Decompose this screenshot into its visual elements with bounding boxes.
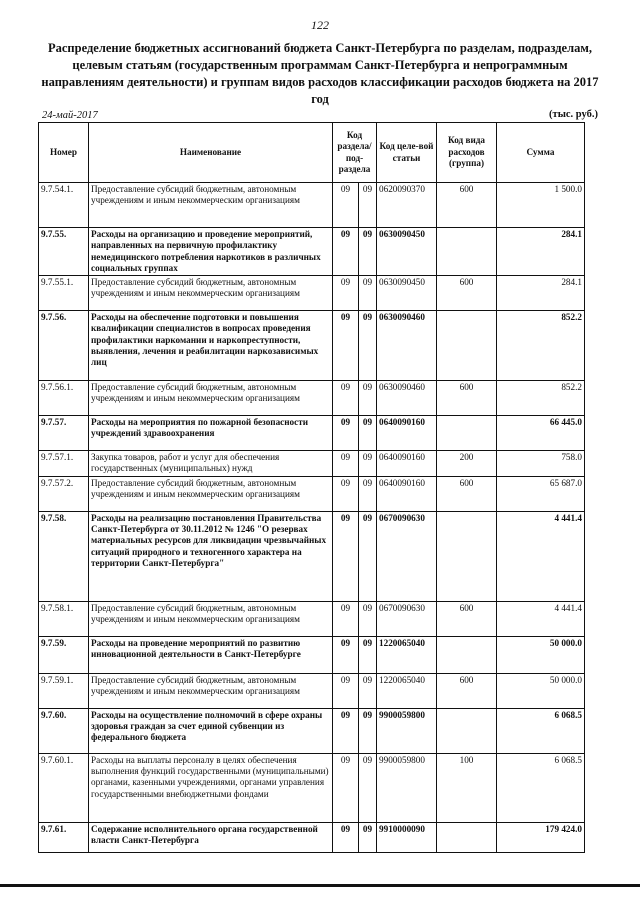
row-number: 9.7.59.1. <box>39 673 89 708</box>
row-chapter-code: 09 <box>333 753 359 822</box>
row-number: 9.7.57.2. <box>39 476 89 511</box>
row-section-code: 09 <box>359 601 377 636</box>
row-article-code: 1220065040 <box>377 673 437 708</box>
row-name: Предоставление субсидий бюджетным, автономным учреждениям и иным некоммерческим организациям <box>89 601 333 636</box>
row-name: Расходы на реализацию постановления Правительства Санкт-Петербурга от 30.11.2012 № 1246 "О резервах материальных ресурсов для ликвидации чрезвычайных ситуаций природного и техногенного характера на территории Санкт-Петербурга" <box>89 511 333 601</box>
row-sum: 50 000.0 <box>497 673 585 708</box>
row-expense-type: 600 <box>437 476 497 511</box>
row-expense-type: 600 <box>437 183 497 228</box>
table-row <box>39 753 585 822</box>
row-article-code: 0620090370 <box>377 183 437 228</box>
table-header-row <box>39 123 585 183</box>
row-article-code: 0640090160 <box>377 416 437 451</box>
row-expense-type <box>437 311 497 381</box>
row-section-code: 09 <box>359 416 377 451</box>
row-sum: 284.1 <box>497 276 585 311</box>
row-expense-type: 200 <box>437 451 497 477</box>
row-section-code: 09 <box>359 708 377 753</box>
row-expense-type <box>437 822 497 852</box>
row-number: 9.7.59. <box>39 636 89 673</box>
header-num: Номер <box>39 123 89 183</box>
row-name: Расходы на выплаты персоналу в целях обеспечения выполнения функций государственными (муниципальными) органами, казенными учреждениями, органами управления государственными внебюджетными фондами <box>89 753 333 822</box>
row-expense-type: 100 <box>437 753 497 822</box>
row-number: 9.7.56. <box>39 311 89 381</box>
row-name: Предоставление субсидий бюджетным, автономным учреждениям и иным некоммерческим организациям <box>89 673 333 708</box>
row-chapter-code: 09 <box>333 276 359 311</box>
table-row <box>39 451 585 477</box>
row-sum: 50 000.0 <box>497 636 585 673</box>
row-section-code: 09 <box>359 753 377 822</box>
page-number: 122 <box>311 18 329 32</box>
row-chapter-code: 09 <box>333 822 359 852</box>
header-sum: Сумма <box>497 123 585 183</box>
table-row <box>39 601 585 636</box>
row-chapter-code: 09 <box>333 511 359 601</box>
row-expense-type: 600 <box>437 601 497 636</box>
row-chapter-code: 09 <box>333 476 359 511</box>
row-article-code: 0630090460 <box>377 381 437 416</box>
header-chapter: Код раздела/ под-раздела <box>333 123 377 183</box>
table-row <box>39 416 585 451</box>
row-expense-type <box>437 511 497 601</box>
header-name: Наименование <box>89 123 333 183</box>
row-expense-type: 600 <box>437 276 497 311</box>
row-name: Расходы на мероприятия по пожарной безопасности учреждений здравоохранения <box>89 416 333 451</box>
row-expense-type: 600 <box>437 381 497 416</box>
row-section-code: 09 <box>359 228 377 276</box>
table-row <box>39 183 585 228</box>
table-row <box>39 511 585 601</box>
row-sum: 6 068.5 <box>497 708 585 753</box>
row-name: Расходы на обеспечение подготовки и повышения квалификации специалистов в вопросах проведения профилактики наркомании и наркопреступности, выявления, лечения и реабилитации наркозависимых лиц <box>89 311 333 381</box>
row-number: 9.7.58.1. <box>39 601 89 636</box>
row-number: 9.7.57.1. <box>39 451 89 477</box>
row-section-code: 09 <box>359 673 377 708</box>
row-section-code: 09 <box>359 276 377 311</box>
row-name: Содержание исполнительного органа государственной власти Санкт-Петербурга <box>89 822 333 852</box>
row-expense-type <box>437 708 497 753</box>
row-sum: 1 500.0 <box>497 183 585 228</box>
table-row <box>39 673 585 708</box>
row-name: Расходы на организацию и проведение мероприятий, направленных на первичную профилактику немедицинского потребления наркотиков в различных социальных группах <box>89 228 333 276</box>
row-chapter-code: 09 <box>333 451 359 477</box>
row-article-code: 9900059800 <box>377 753 437 822</box>
budget-table <box>38 122 585 853</box>
table-row <box>39 822 585 852</box>
row-chapter-code: 09 <box>333 673 359 708</box>
row-chapter-code: 09 <box>333 183 359 228</box>
row-section-code: 09 <box>359 822 377 852</box>
table-row <box>39 276 585 311</box>
row-name: Расходы на осуществление полномочий в сфере охраны здоровья граждан за счет единой субвенции из федерального бюджета <box>89 708 333 753</box>
row-chapter-code: 09 <box>333 636 359 673</box>
row-number: 9.7.60.1. <box>39 753 89 822</box>
document-title: Распределение бюджетных ассигнований бюджета Санкт-Петербурга по разделам, подразделам, целевым статьям (государственным программам Санкт-Петербурга и непрограммным направлениям деятельности) и группам видов расходов классификации расходов бюджета на 2017 год <box>41 41 599 106</box>
row-section-code: 09 <box>359 381 377 416</box>
row-article-code: 0630090450 <box>377 276 437 311</box>
row-sum: 758.0 <box>497 451 585 477</box>
row-article-code: 0670090630 <box>377 511 437 601</box>
table-row <box>39 708 585 753</box>
table-row <box>39 311 585 381</box>
row-section-code: 09 <box>359 311 377 381</box>
row-name: Расходы на проведение мероприятий по развитию инновационной деятельности в Санкт-Петербурге <box>89 636 333 673</box>
row-sum: 284.1 <box>497 228 585 276</box>
row-sum: 179 424.0 <box>497 822 585 852</box>
row-number: 9.7.60. <box>39 708 89 753</box>
row-number: 9.7.55.1. <box>39 276 89 311</box>
row-chapter-code: 09 <box>333 381 359 416</box>
row-article-code: 1220065040 <box>377 636 437 673</box>
row-article-code: 0640090160 <box>377 451 437 477</box>
units-label: (тыс. руб.) <box>549 109 598 120</box>
row-expense-type <box>437 228 497 276</box>
row-sum: 66 445.0 <box>497 416 585 451</box>
row-name: Предоставление субсидий бюджетным, автономным учреждениям и иным некоммерческим организациям <box>89 183 333 228</box>
row-section-code: 09 <box>359 476 377 511</box>
row-name: Предоставление субсидий бюджетным, автономным учреждениям и иным некоммерческим организациям <box>89 476 333 511</box>
row-expense-type <box>437 416 497 451</box>
row-article-code: 0630090450 <box>377 228 437 276</box>
row-section-code: 09 <box>359 636 377 673</box>
row-expense-type <box>437 636 497 673</box>
row-sum: 852.2 <box>497 311 585 381</box>
row-article-code: 0670090630 <box>377 601 437 636</box>
row-name: Закупка товаров, работ и услуг для обеспечения государственных (муниципальных) нужд <box>89 451 333 477</box>
row-article-code: 0640090160 <box>377 476 437 511</box>
row-sum: 852.2 <box>497 381 585 416</box>
header-vid: Код вида расходов (группа) <box>437 123 497 183</box>
row-chapter-code: 09 <box>333 601 359 636</box>
document-date: 24-май-2017 <box>42 110 98 121</box>
row-expense-type: 600 <box>437 673 497 708</box>
row-name: Предоставление субсидий бюджетным, автономным учреждениям и иным некоммерческим организациям <box>89 276 333 311</box>
table-row <box>39 381 585 416</box>
table-row <box>39 476 585 511</box>
row-section-code: 09 <box>359 451 377 477</box>
bottom-rule <box>0 884 640 887</box>
row-chapter-code: 09 <box>333 708 359 753</box>
row-number: 9.7.61. <box>39 822 89 852</box>
row-article-code: 9900059800 <box>377 708 437 753</box>
row-sum: 65 687.0 <box>497 476 585 511</box>
row-article-code: 9910000090 <box>377 822 437 852</box>
header-article: Код целе-вой статьи <box>377 123 437 183</box>
row-sum: 6 068.5 <box>497 753 585 822</box>
row-section-code: 09 <box>359 183 377 228</box>
table-row <box>39 636 585 673</box>
row-number: 9.7.58. <box>39 511 89 601</box>
row-number: 9.7.55. <box>39 228 89 276</box>
row-sum: 4 441.4 <box>497 511 585 601</box>
row-number: 9.7.57. <box>39 416 89 451</box>
row-number: 9.7.54.1. <box>39 183 89 228</box>
row-name: Предоставление субсидий бюджетным, автономным учреждениям и иным некоммерческим организациям <box>89 381 333 416</box>
row-section-code: 09 <box>359 511 377 601</box>
row-chapter-code: 09 <box>333 416 359 451</box>
row-article-code: 0630090460 <box>377 311 437 381</box>
table-row <box>39 228 585 276</box>
row-number: 9.7.56.1. <box>39 381 89 416</box>
row-sum: 4 441.4 <box>497 601 585 636</box>
row-chapter-code: 09 <box>333 228 359 276</box>
row-chapter-code: 09 <box>333 311 359 381</box>
